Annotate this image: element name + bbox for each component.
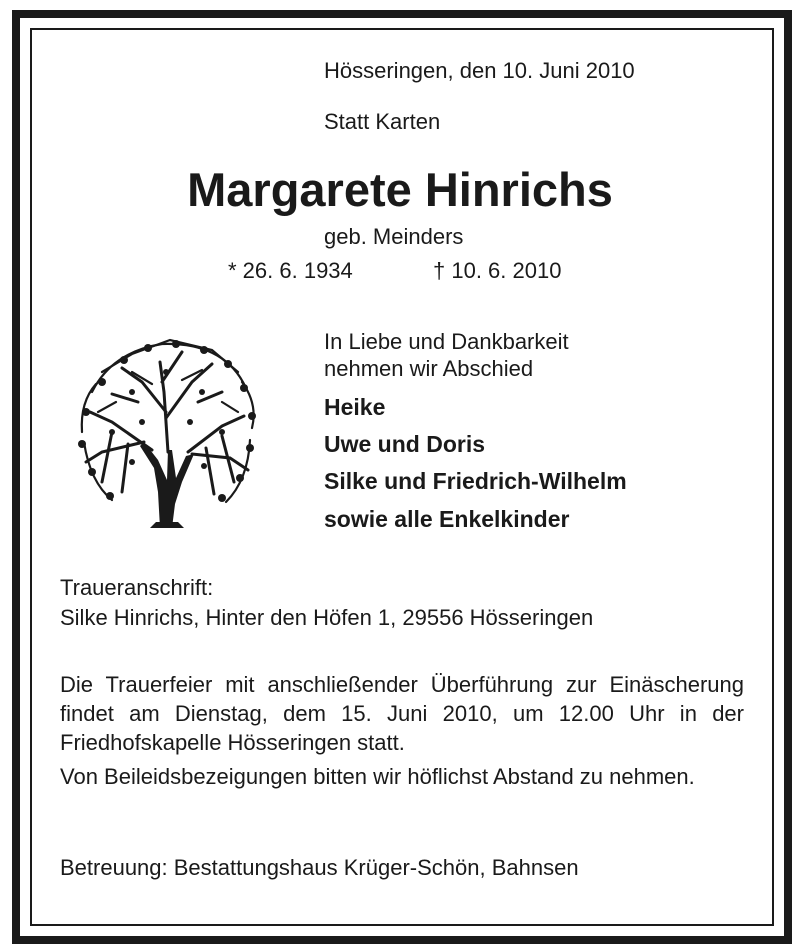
mourner-name: sowie alle Enkelkinder [324, 506, 570, 532]
birth-date: * 26. 6. 1934 [228, 258, 353, 283]
farewell-line-2: nehmen wir Abschied [324, 356, 534, 381]
farewell-line-1: In Liebe und Dankbarkeit [324, 329, 569, 354]
funeral-home: Betreuung: Bestattungshaus Krüger-Schön, Bahnsen [60, 855, 579, 880]
address-value: Silke Hinrichs, Hinter den Höfen 1, 29556 Hösseringen [60, 605, 594, 630]
mourner-name: Uwe und Doris [324, 431, 486, 457]
birth-name: geb. Meinders [324, 224, 464, 249]
tree-icon [72, 332, 260, 528]
statt-karten: Statt Karten [324, 109, 441, 134]
mourner-name: Silke und Friedrich-Wilhelm [324, 468, 627, 494]
deceased-name: Margarete Hinrichs [187, 163, 613, 216]
ceremony-text: Die Trauerfeier mit anschließender Überführung zur Einäscherung findet am Dienstag, dem 15. Juni 2010, um 12.00 Uhr in der Friedhofskapelle Hösseringen statt. [60, 672, 744, 755]
address-label: Traueranschrift: [60, 575, 214, 600]
mourner-name: Heike [324, 394, 386, 420]
condolence-text: Von Beileidsbezeigungen bitten wir höflichst Abstand zu nehmen. [60, 764, 695, 789]
death-date: † 10. 6. 2010 [433, 258, 562, 283]
place-date: Hösseringen, den 10. Juni 2010 [324, 58, 635, 83]
